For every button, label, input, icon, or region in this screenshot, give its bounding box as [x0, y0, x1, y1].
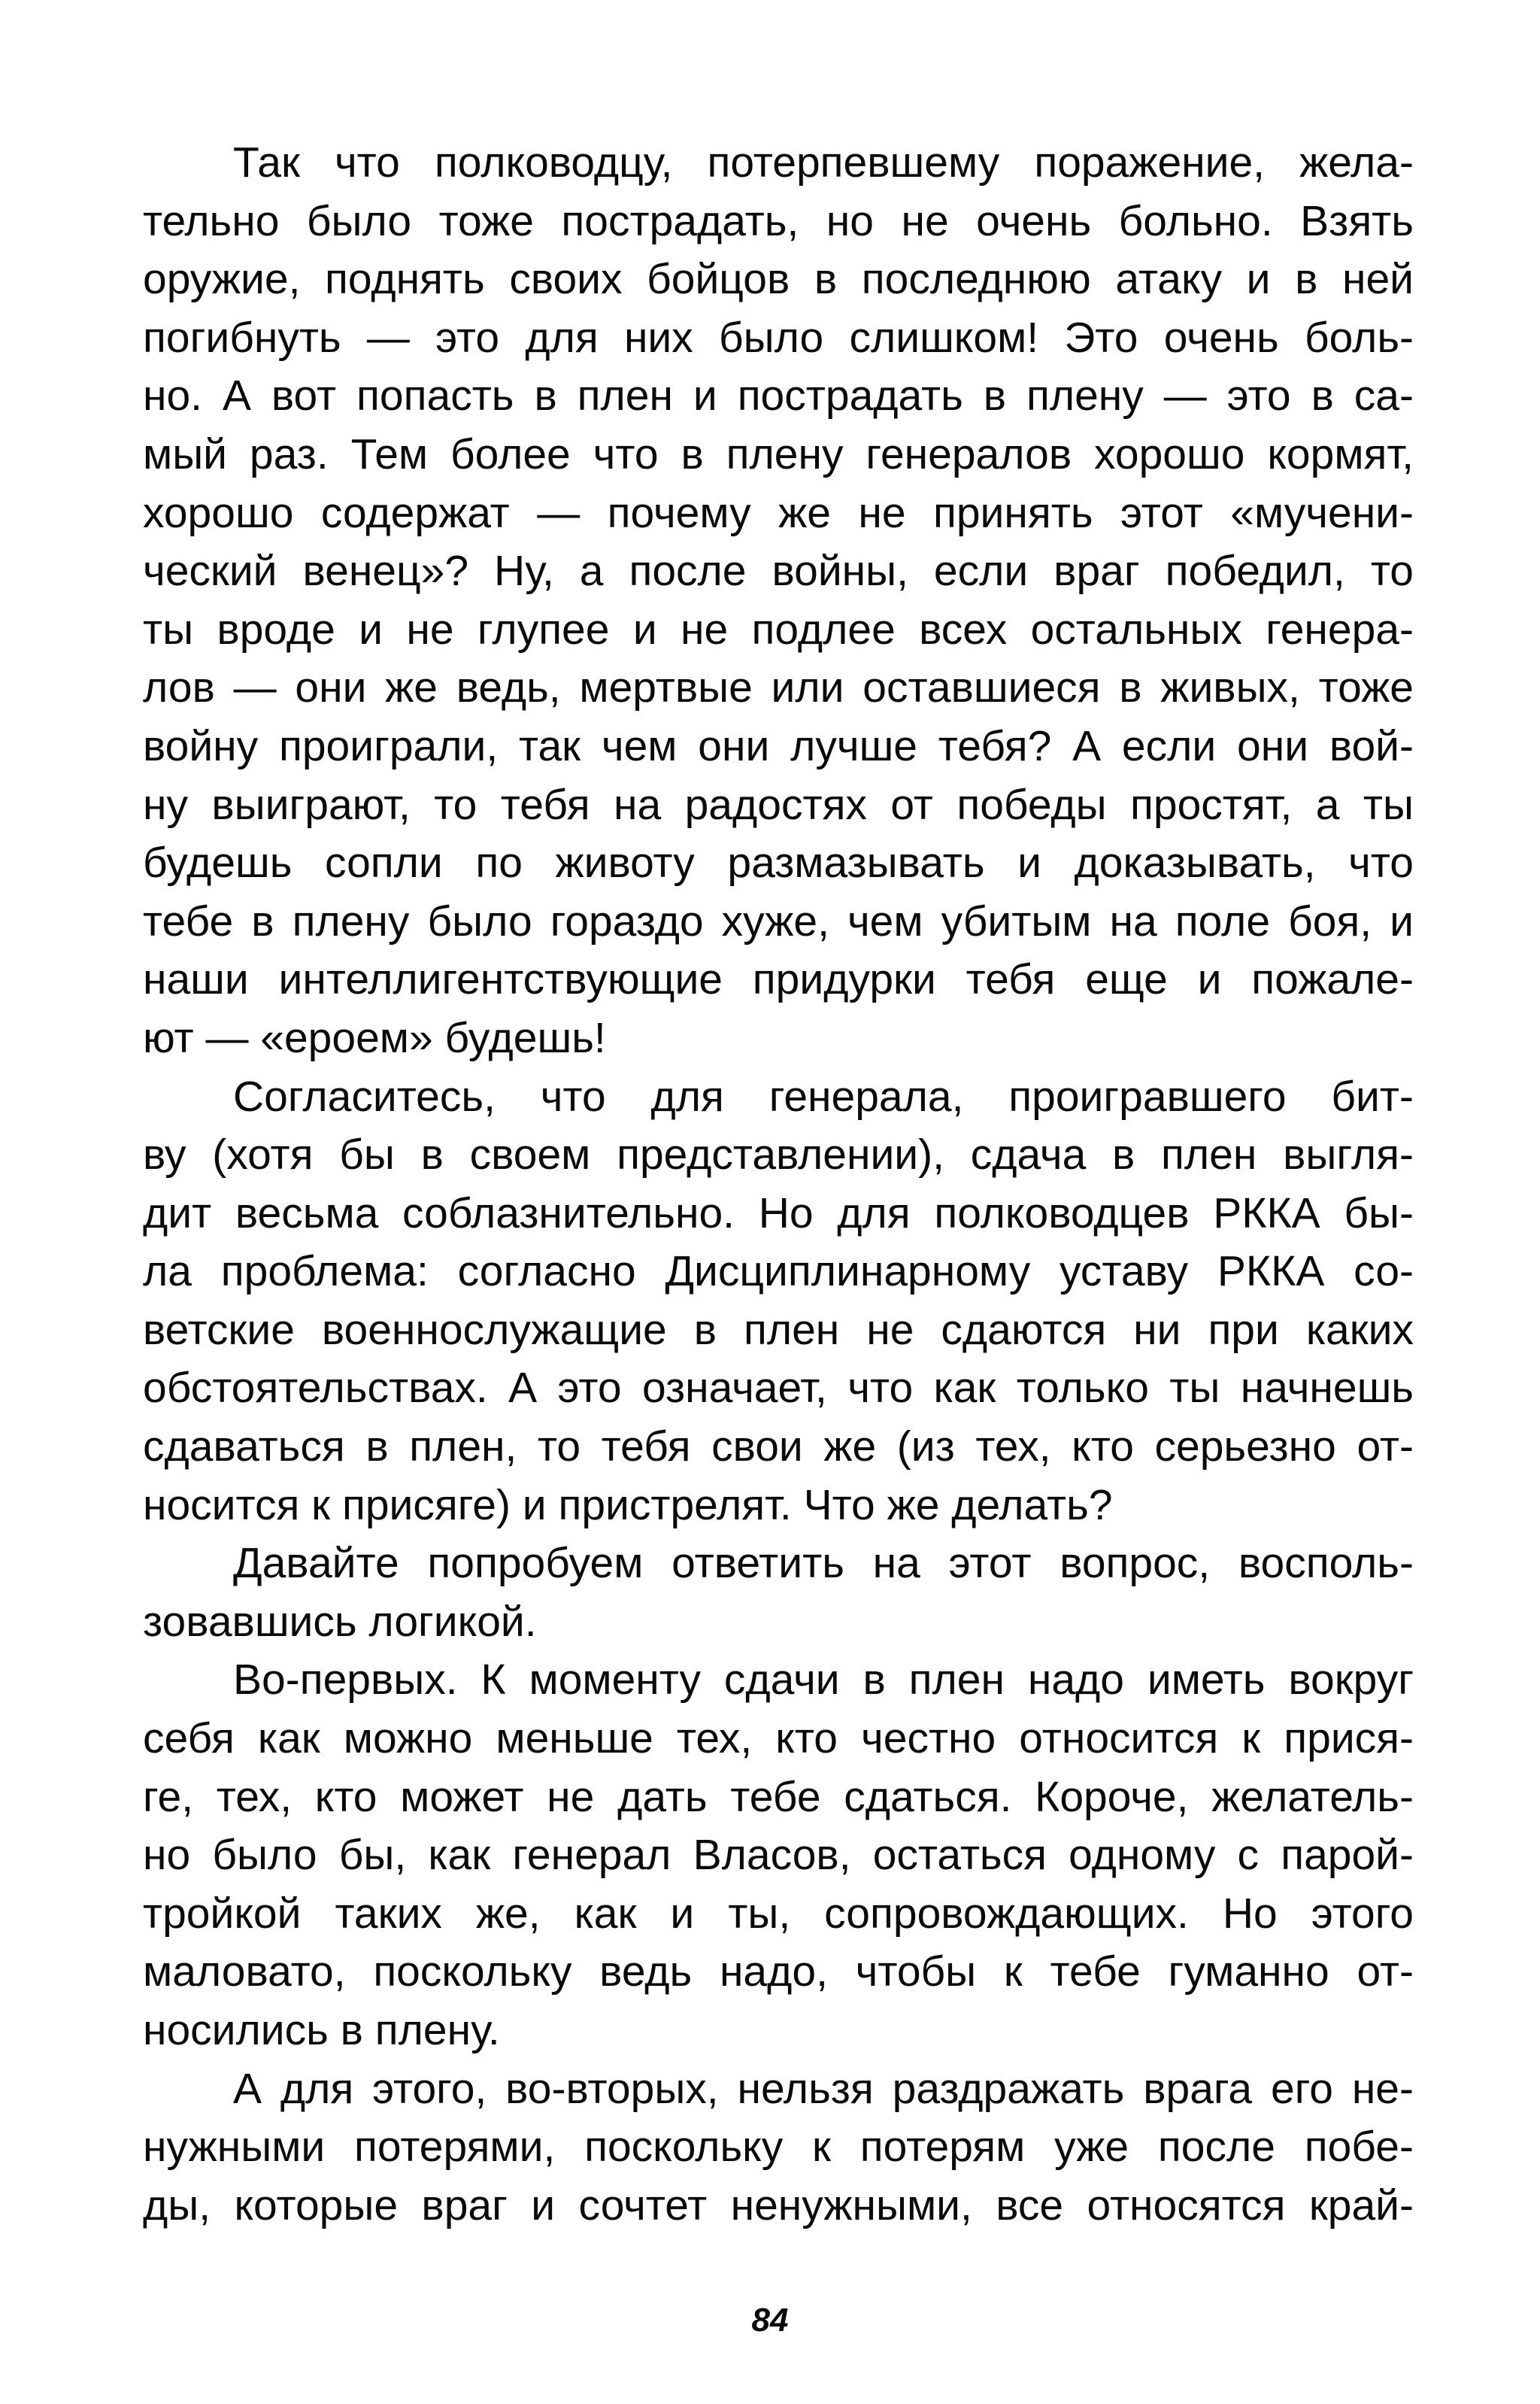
text-line: оружие, поднять своих бойцов в последнюю атаку и в ней — [143, 255, 1414, 304]
text-line: Давайте попробуем ответить на этот вопрос, восполь- — [233, 1539, 1414, 1588]
text-line: Согласитесь, что для генерала, проигравшего бит- — [233, 1072, 1414, 1121]
text-line: ды, которые враг и сочтет ненужными, все относятся край- — [143, 2181, 1414, 2229]
text-line: тельно было тоже пострадать, но не очень больно. Взять — [143, 196, 1414, 245]
text-line: тройкой таких же, как и ты, сопровождающих. Но этого — [143, 1889, 1414, 1938]
text-line: мый раз. Тем более что в плену генералов хорошо кормят, — [143, 430, 1414, 478]
text-line: ют — «ероем» будешь! — [143, 1013, 606, 1062]
text-line: Во-первых. К моменту сдачи в плен надо иметь вокруг — [233, 1656, 1414, 1704]
text-line: носится к присяге) и пристрелят. Что же делать? — [143, 1480, 1113, 1529]
text-line: но. А вот попасть в плен и пострадать в плену — это в са- — [143, 372, 1414, 420]
text-line: войну проиграли, так чем они лучше тебя? А если они вой- — [143, 721, 1414, 770]
text-line: наши интеллигентствующие придурки тебя еще и пожале- — [143, 955, 1414, 1004]
text-line: ну выиграют, то тебя на радостях от победы простят, а ты — [143, 780, 1414, 829]
text-line: тебе в плену было гораздо хуже, чем убитым на поле боя, и — [143, 897, 1414, 946]
text-line: но было бы, как генерал Власов, остаться одному с парой- — [143, 1831, 1414, 1880]
text-line: погибнуть — это для них было слишком! Это очень боль- — [143, 313, 1414, 362]
text-line: ческий венец»? Ну, а после войны, если враг победил, то — [143, 547, 1414, 596]
page-number: 84 — [751, 2302, 789, 2339]
text-line: ге, тех, кто может не дать тебе сдаться. Короче, желатель- — [143, 1772, 1414, 1821]
text-line: ты вроде и не глупее и не подлее всех остальных генера- — [143, 605, 1414, 654]
text-line: ла проблема: согласно Дисциплинарному уставу РККА со- — [143, 1247, 1414, 1296]
text-line: сдаваться в плен, то тебя свои же (из тех, кто серьезно от- — [143, 1422, 1414, 1471]
text-line: носились в плену. — [143, 2006, 500, 2054]
text-line: нужными потерями, поскольку к потерям уже после побе- — [143, 2123, 1414, 2172]
text-line: дит весьма соблазнительно. Но для полководцев РККА бы- — [143, 1188, 1414, 1237]
text-line: зовавшись логикой. — [143, 1597, 537, 1646]
text-line: ву (хотя бы в своем представлении), сдача в плен выгля- — [143, 1131, 1414, 1179]
body-text — [143, 134, 1414, 2235]
text-line: ветские военнослужащие в плен не сдаются ни при каких — [143, 1305, 1414, 1354]
text-line: маловато, поскольку ведь надо, чтобы к тебе гуманно от- — [143, 1947, 1414, 1996]
text-line: будешь сопли по животу размазывать и доказывать, что — [143, 839, 1414, 888]
text-line: лов — они же ведь, мертвые или оставшиеся в живых, тоже — [143, 663, 1414, 712]
text-line: хорошо содержат — почему же не принять этот «мучени- — [143, 488, 1414, 537]
text-line: Так что полководцу, потерпевшему поражение, жела- — [233, 138, 1414, 187]
text-line: себя как можно меньше тех, кто честно относится к прися- — [143, 1714, 1414, 1763]
text-line: А для этого, во-вторых, нельзя раздражать врага его не- — [233, 2064, 1414, 2113]
text-line: обстоятельствах. А это означает, что как только ты начнешь — [143, 1364, 1414, 1413]
